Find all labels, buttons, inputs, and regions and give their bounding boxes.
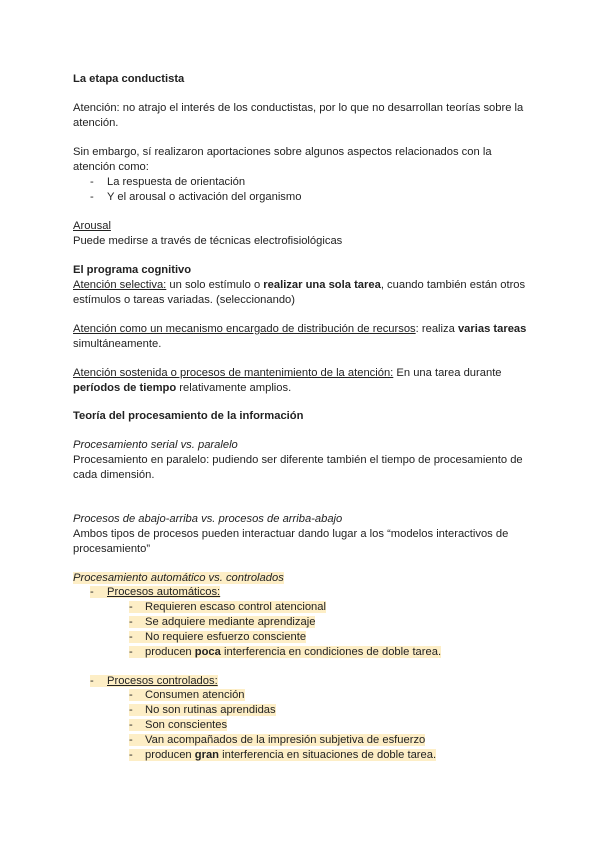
paragraph-atencion-line2: atención. [73, 117, 119, 129]
text-run: producen [145, 749, 195, 761]
paragraph-atencion-line1: Atención: no atrajo el interés de los conductistas, por lo que no desarrollan teorías sobre la [73, 102, 524, 114]
list-item [129, 718, 227, 733]
paragraph-ambos-line2: procesamiento” [73, 543, 151, 555]
list-item [129, 645, 441, 660]
list-item [129, 615, 315, 630]
text-run: un solo estímulo o [166, 279, 264, 291]
paragraph-sostenida-line1 [73, 366, 502, 381]
bold-run: períodos de tiempo [73, 382, 177, 394]
text-run: , cuando también están otros [380, 279, 526, 291]
bullet-dash: - [129, 704, 133, 716]
label-procesos-controlados: Procesos controlados: [107, 675, 218, 687]
subheading-abajo-arriba: Procesos de abajo-arriba vs. procesos de arriba-abajo [73, 513, 343, 525]
bullet-dash: - [129, 719, 133, 731]
list-item [90, 175, 245, 190]
text-run: interferencia en situaciones de doble tarea. [219, 749, 437, 761]
list-item [129, 733, 425, 748]
bullet-dash: - [129, 646, 133, 658]
list-item [129, 703, 276, 718]
bullet-dash: - [90, 586, 94, 598]
list-item [90, 190, 301, 205]
bold-run: varias tareas [457, 323, 527, 335]
text-run: producen [145, 646, 195, 658]
list-item-procesos-controlados [90, 674, 218, 689]
bullet-dash: - [90, 191, 94, 203]
bold-run: realizar una sola tarea [263, 279, 381, 291]
heading-programa-cognitivo: El programa cognitivo [73, 264, 192, 276]
heading-arousal: Arousal [73, 220, 111, 232]
paragraph-paralelo-line1: Procesamiento en paralelo: pudiendo ser diferente también el tiempo de procesamiento de [73, 454, 523, 466]
heading-etapa-conductista: La etapa conductista [73, 73, 185, 85]
bullet-dash: - [129, 631, 133, 643]
list-item [129, 688, 245, 703]
text-run: relativamente amplios. [176, 382, 292, 394]
paragraph-distribucion-line2: simultáneamente. [73, 338, 162, 350]
list-item-text: Son conscientes [145, 719, 228, 731]
bullet-dash: - [129, 601, 133, 613]
bullet-dash: - [90, 675, 94, 687]
list-item-procesos-automaticos [90, 585, 220, 600]
list-item-text: Y el arousal o activación del organismo [107, 191, 302, 203]
list-item [129, 600, 326, 615]
bullet-dash: - [129, 689, 133, 701]
paragraph-sin-embargo-line1: Sin embargo, sí realizaron aportaciones sobre algunos aspectos relacionados con la [73, 146, 492, 158]
list-item-text: Requieren escaso control atencional [145, 601, 326, 613]
list-item-text: Consumen atención [145, 689, 245, 701]
bullet-dash: - [129, 734, 133, 746]
paragraph-arousal: Puede medirse a través de técnicas electrofisiológicas [73, 235, 343, 247]
list-item-text: No son rutinas aprendidas [145, 704, 276, 716]
subheading-serial-paralelo: Procesamiento serial vs. paralelo [73, 439, 238, 451]
term-atencion-selectiva: Atención selectiva: [73, 279, 167, 291]
text-run: En una tarea durante [393, 367, 502, 379]
term-distribucion-recursos: Atención como un mecanismo encargado de distribución de recursos [73, 323, 416, 335]
bullet-dash: - [129, 616, 133, 628]
text-run: : realiza [415, 323, 458, 335]
list-item [129, 748, 436, 763]
paragraph-paralelo-line2: cada dimensión. [73, 469, 155, 481]
list-item-text: Van acompañados de la impresión subjetiva de esfuerzo [145, 734, 426, 746]
paragraph-distribucion-line1 [73, 322, 526, 337]
highlighted-text: Procesamiento automático vs. controlados [73, 572, 284, 584]
paragraph-sostenida-line2 [73, 381, 291, 396]
bullet-dash: - [90, 176, 94, 188]
list-item [129, 630, 306, 645]
subheading-automatico-controlados [73, 571, 284, 586]
paragraph-sin-embargo-line2: atención como: [73, 161, 149, 173]
label-procesos-automaticos: Procesos automáticos: [107, 586, 221, 598]
text-run: interferencia en condiciones de doble tarea. [220, 646, 442, 658]
bold-run: poca [194, 646, 221, 658]
list-item-text: Se adquiere mediante aprendizaje [145, 616, 316, 628]
bold-run: gran [194, 749, 220, 761]
bullet-dash: - [129, 749, 133, 761]
list-item-text: La respuesta de orientación [107, 176, 246, 188]
list-item-text: No requiere esfuerzo consciente [145, 631, 307, 643]
heading-teoria-procesamiento: Teoría del procesamiento de la información [73, 410, 304, 422]
paragraph-atencion-selectiva-line1 [73, 278, 525, 293]
paragraph-atencion-selectiva-line2: estímulos o tareas variadas. (seleccionando) [73, 294, 295, 306]
paragraph-ambos-line1: Ambos tipos de procesos pueden interactuar dando lugar a los “modelos interactivos de [73, 528, 509, 540]
term-atencion-sostenida: Atención sostenida o procesos de mantenimiento de la atención: [73, 367, 394, 379]
